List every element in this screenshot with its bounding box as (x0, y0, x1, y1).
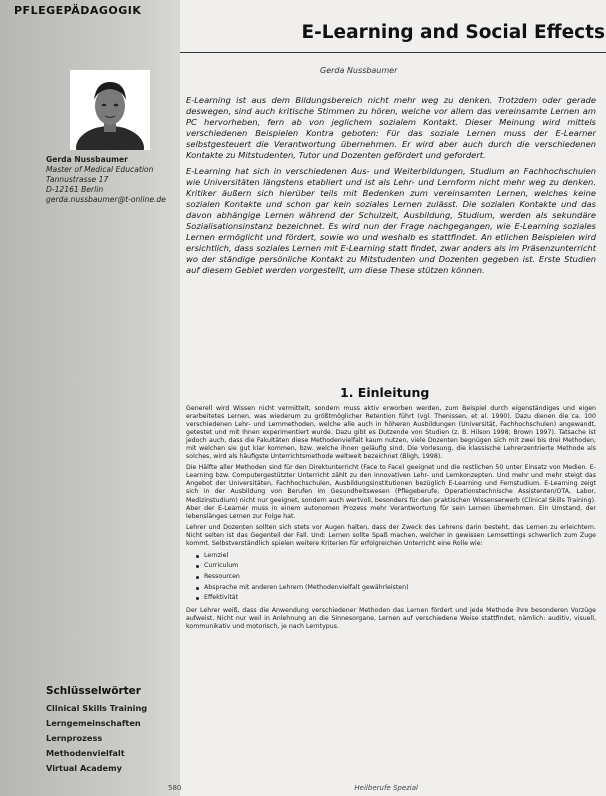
author-degree: Master of Medical Education (46, 165, 154, 174)
body-paragraph: Lehrer und Dozenten sollten sich stets vor Augen halten, dass der Zweck des Lehrens darin besteht, das Lernen zu erleichtern. Nicht selten ist das Gegenteil der Fall. Und: Lernen sollte Spaß machen, welcher in gewissen Lernsettings schwerlich zum Zuge kommt. Selbstverständlich spielen weitere Kriterien für erfolgreichen Unterricht eine Rolle wie: (186, 523, 596, 547)
title-rule (180, 52, 606, 53)
keyword-item: Lernprozess (46, 733, 103, 743)
keywords-box (46, 685, 181, 776)
author-email: gerda.nussbaumer@t-online.de (46, 195, 166, 204)
abstract-paragraph: E-Learning ist aus dem Bildungsbereich nicht mehr weg zu denken. Trotzdem oder gerade deswegen, sind auch kritische Stimmen zu hören, welche vor allem das vereinsamte Lernen am PC hervorheben, fern ab von jeglichem sozialem Kontakt. Dieser Meinung wird mittels verschiedenen Beispielen Kontra geboten: Für das soziale Lernen muss der E-Learner selbstgesteuert die Verantwortung übernehmen. Er wird aber auch durch die verschiedenen Kontakte zu Mitstudenten, Tutor und Dozenten gefördert und gefordert. (186, 95, 596, 161)
sidebar (0, 0, 180, 796)
body-text (186, 405, 596, 634)
article-title: E-Learning and Social Effects (301, 22, 605, 43)
body-paragraph: Der Lehrer weiß, dass die Anwendung verschiedener Methoden das Lernen fördert und jede Methode ihre besonderen Vorzüge aufweist. Nicht nur weil in Anlehnung an die Sinnesorgane, Lernen auf verschiedene Weise stattfindet, nämlich: auditiv, visuell, kommunikativ und motorisch, je nach Lerntypus. (186, 606, 596, 630)
journal-name: Heilberufe Spezial (354, 784, 418, 792)
article-byline: Gerda Nussbaumer (320, 66, 398, 75)
keywords-title: Schlüsselwörter (46, 685, 141, 697)
list-item: Ressourcen (198, 572, 596, 583)
list-item: Lernziel (198, 551, 596, 562)
list-item: Effektivität (198, 593, 596, 604)
author-name: Gerda Nussbaumer (46, 155, 128, 164)
criteria-list (186, 551, 596, 604)
author-city: D-12161 Berlin (46, 185, 104, 194)
section-label: PFLEGEPÄDAGOGIK (14, 4, 142, 17)
page-number: 580 (168, 784, 182, 792)
abstract (186, 95, 596, 281)
section-heading: 1. Einleitung (340, 385, 430, 400)
keyword-item: Clinical Skills Training (46, 703, 148, 713)
keyword-item: Methodenvielfalt (46, 748, 125, 758)
list-item: Absprache mit anderen Lehrern (Methodenvielfalt gewährleisten) (198, 583, 596, 594)
author-street: Tannustrasse 17 (46, 175, 109, 184)
list-item: Curriculum (198, 561, 596, 572)
author-info (46, 155, 181, 205)
keyword-item: Lerngemeinschaften (46, 718, 141, 728)
abstract-paragraph: E-Learning hat sich in verschiedenen Aus- und Weiterbildungen, Studium an Fachhochschulen wie Universitäten längstens etabliert und ist als Lehr- und Lernform nicht mehr weg zu denken. Kritiker äußern sich hierüber teils mit Bedenken zum vereinsamten Lernen, welches keine sozialen Kontakte und schon gar kein soziales Lernen zulässt. Die sozialen Kontakte und das davon abhängige Lernen während der Schulzeit, Ausbildung, Studium, werden als sekundäre Sozialisationsinstanz bezeichnet. Es wird nun der Frage nachgegangen, wie E-Learning soziales Lernen ermöglicht und fördert, sowie wo und weshalb es stattfindet. An etlichen Beispielen wird ersichtlich, dass soziales Lernen mit E-Learning statt findet, zwar anders als im Präsenzunterricht wo der ständige persönliche Kontakt zu Mitstudenten und Dozenten gegeben ist. Erste Studien auf diesem Gebiet werden vorgestellt, um diese These stützen können. (186, 165, 596, 276)
author-photo (70, 70, 150, 150)
article-main (180, 0, 606, 796)
keyword-item: Virtual Academy (46, 763, 122, 773)
body-paragraph: Die Hälfte aller Methoden sind für den Direktunterricht (Face to Face) geeignet und die restlichen 50 unter Einsatz von Medien. E-Learning bzw. Computergestützter Unterricht zählt zu den innovativen Lehr- und Lernkonzepten. Und mehr und mehr steigt das Angebot der Universitäten, Fachhochschulen, Ausbildungsinstitutionen bezüglich E-Learning und Fernstudium. E-Learning zeigt sich in der Ausbildung von Berufen im Gesundheitswesen (Pflegeberufe, Operationstechnische Assistenten/OTA, Labor, Medizinstudium) nicht nur geeignet, sondern auch wertvoll, besonders für den praktischen Wissenserwerb (Clinical Skills Training). Aber der E-Learner muss in einem autonomen Prozess mehr Verantwortung für sein Lernen übernehmen. Ein Umstand, der lebenslänges Lernen zur Folge hat. (186, 464, 596, 520)
body-paragraph: Generell wird Wissen nicht vermittelt, sondern muss aktiv erworben werden, zum Beispiel durch eigenständiges und eigen erarbeitetes Lernen, was wiederum zu größtmöglicher Retention führt (vgl. Thenissen, et al. 1990). Dazu dienen die ca. 100 verschiedenen Lehr- und Lernmethoden, welche alle auch in höheren Ausbildungen (Universität, Fachhochschulen) angewandt, getestet und mit Ihnen experimentiert wurde. Dazu gibt es Dutzende von Studien (z. B. Hilson 1998; Brown 1997). Tatsache ist jedoch auch, dass die Fakultäten diese Methodenvielfalt kaum nutzen, viele Dozenten begnügen sich mit zwei bis drei Methoden, mit welchen sie gut klar kommen, bzw. welche ihnen geläufig sind. Die Vorlesung, die klassische Lehrerzentrierte Methode als solches, wird als häufigste Unterrichtsmethode weltweit bezeichnet (Bligh, 1998). (186, 405, 596, 461)
